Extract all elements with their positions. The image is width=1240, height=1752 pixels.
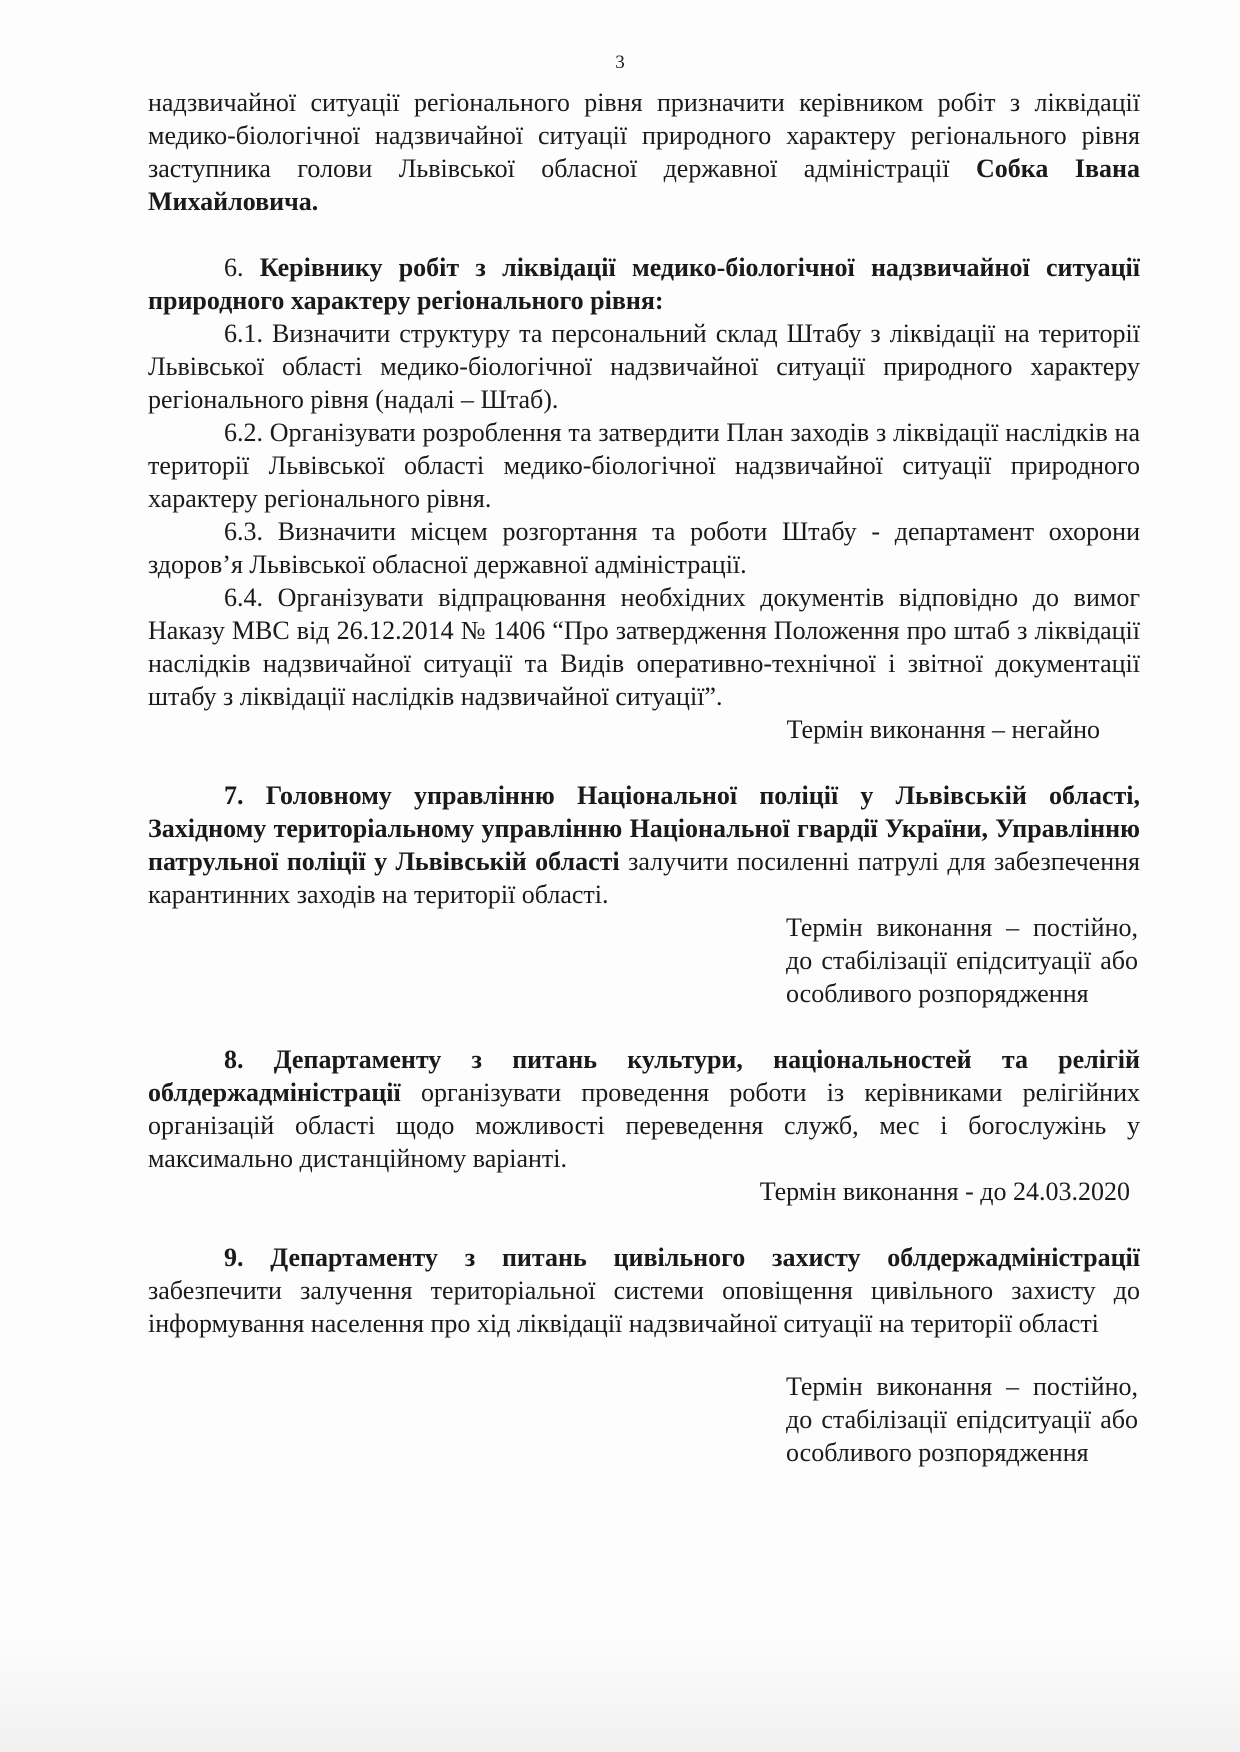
- spacer: [148, 1340, 1140, 1370]
- item9-text: забезпечити залучення територіальної системи оповіщення цивільного захисту до інформування населення про хід ліквідації надзвичайної ситуації на території області: [148, 1276, 1140, 1338]
- item9-deadline-line-1: Термін виконання – постійно,: [786, 1372, 1138, 1401]
- spacer: [148, 1010, 1140, 1043]
- intro-text: надзвичайної ситуації регіонального рівня призначити керівником робіт з ліквідації медико-біологічної надзвичайної ситуації природного характеру регіонального рівня заступника голови Львівської обласної державної адміністрації: [148, 88, 1140, 183]
- document-body: [148, 86, 1140, 1469]
- item7-deadline: [786, 911, 1138, 1010]
- item8-deadline: Термін виконання - до 24.03.2020: [759, 1177, 1130, 1206]
- item6-heading: [148, 251, 1140, 317]
- item6-2-paragraph: 6.2. Організувати розроблення та затвердити План заходів з ліквідації наслідків на території Львівської області медико-біологічної надзвичайної ситуації природного характеру регіонального рівня.: [148, 418, 1140, 513]
- item9-deadline-line-2: до стабілізації епідситуації або: [786, 1405, 1138, 1434]
- intro-paragraph: [148, 86, 1140, 218]
- page-number: 3: [615, 52, 625, 73]
- item8-bold-text: 8. Департаменту з питань культури, національностей та релігій облдержадміністрації: [148, 1045, 1140, 1107]
- item6-3-paragraph: 6.3. Визначити місцем розгортання та роботи Штабу - департамент охорони здоров’я Львівської обласної державної адміністрації.: [148, 517, 1140, 579]
- item8-paragraph: [148, 1043, 1140, 1175]
- item7-deadline-line-1: Термін виконання – постійно,: [786, 913, 1138, 942]
- item6-heading-text: Керівнику робіт з ліквідації медико-біологічної надзвичайної ситуації природного характеру регіонального рівня:: [148, 253, 1140, 315]
- item8-text: організувати проведення роботи із керівниками релігійних організацій області щодо можливості переведення служб, мес і богослужінь у максимально дистанційному варіанті.: [148, 1078, 1140, 1173]
- intro-bold-name: Собка Івана Михайловича.: [148, 154, 1140, 216]
- item7-text: залучити посиленні патрулі для забезпечення карантинних заходів на території області.: [148, 847, 1140, 909]
- item7-deadline-line-3: особливого розпорядження: [786, 979, 1089, 1008]
- item6-deadline: Термін виконання – негайно: [786, 715, 1100, 744]
- item7-paragraph: [148, 779, 1140, 911]
- item9-paragraph: [148, 1241, 1140, 1340]
- spacer: [148, 746, 1140, 779]
- item9-deadline-line-3: особливого розпорядження: [786, 1438, 1089, 1467]
- item7-deadline-line-2: до стабілізації епідситуації або: [786, 946, 1138, 975]
- spacer: [148, 1208, 1140, 1241]
- item6-number: 6.: [224, 253, 260, 282]
- item9-bold-text: 9. Департаменту з питань цивільного захисту облдержадміністрації: [224, 1243, 1140, 1272]
- item9-deadline: [786, 1370, 1138, 1469]
- item6-4-paragraph: 6.4. Організувати відпрацювання необхідних документів відповідно до вимог Наказу МВС від 26.12.2014 № 1406 “Про затвердження Положення про штаб з ліквідації наслідків надзвичайної ситуації та Видів оперативно-технічної і звітної документації штабу з ліквідації наслідків надзвичайної ситуації”.: [148, 583, 1140, 711]
- item7-bold-text: 7. Головному управлінню Національної поліції у Львівській області, Західному територіальному управлінню Національної гвардії України, Управлінню патрульної поліції у Львівській області: [148, 781, 1140, 876]
- scan-edge-shading: [0, 1632, 1240, 1752]
- item6-1-paragraph: 6.1. Визначити структуру та персональний склад Штабу з ліквідації на території Львівської області медико-біологічної надзвичайної ситуації природного характеру регіонального рівня (надалі – Штаб).: [148, 319, 1140, 414]
- spacer: [148, 218, 1140, 251]
